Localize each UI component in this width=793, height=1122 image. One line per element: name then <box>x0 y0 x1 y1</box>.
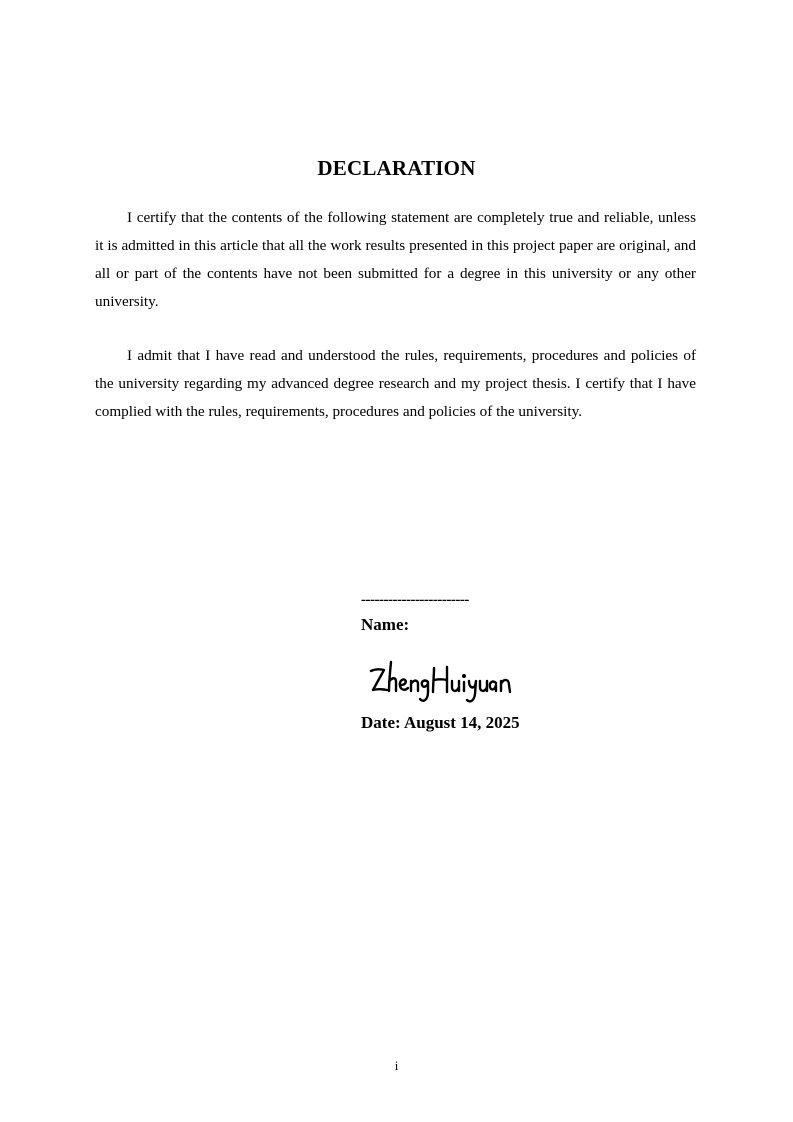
declaration-paragraph-2: I admit that I have read and understood the rules, requirements, procedures and policies of the university regarding my advanced degree research and my project thesis. I certify that I have complied with the rules, requirements, procedures and policies of the university. <box>95 347 696 420</box>
handwritten-signature <box>367 654 517 706</box>
date-label: Date: August 14, 2025 <box>361 713 520 732</box>
signature-line: ------------------------ <box>361 592 469 608</box>
declaration-paragraph-1: I certify that the contents of the following statement are completely true and reliable, unless it is admitted in this article that all the work results presented in this project paper are original, and all or part of the contents have not been submitted for a degree in this university or any other university. <box>95 209 696 310</box>
name-label: Name: <box>361 615 410 634</box>
signature-block <box>361 590 661 735</box>
page-title: DECLARATION <box>317 156 476 180</box>
page-number: i <box>394 1058 399 1073</box>
